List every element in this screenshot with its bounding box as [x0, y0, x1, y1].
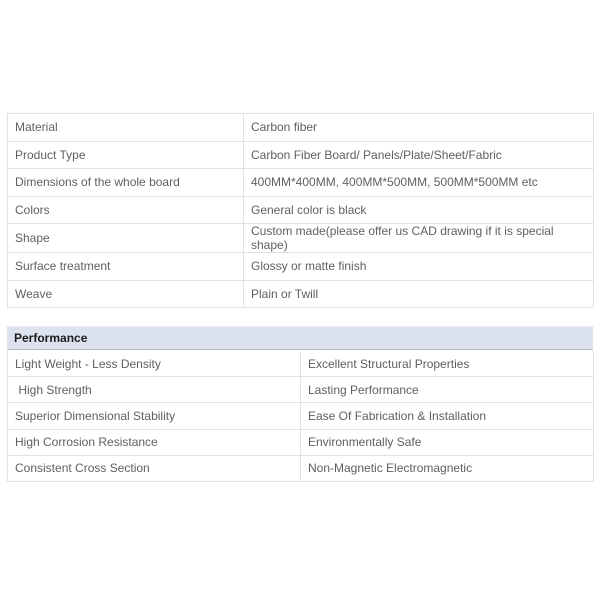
performance-header: Performance — [7, 326, 593, 350]
spec-value: Carbon fiber — [244, 114, 594, 142]
performance-cell: Superior Dimensional Stability — [8, 403, 301, 429]
table-row — [8, 403, 594, 429]
spec-value: Plain or Twill — [244, 280, 594, 308]
table-row — [8, 455, 594, 481]
spec-table — [7, 113, 594, 308]
table-row — [8, 169, 594, 197]
performance-table — [7, 351, 594, 482]
table-row — [8, 280, 594, 308]
spec-value: General color is black — [244, 196, 594, 224]
spec-value: 400MM*400MM, 400MM*500MM, 500MM*500MM etc — [244, 169, 594, 197]
table-row — [8, 351, 594, 377]
spec-value: Carbon Fiber Board/ Panels/Plate/Sheet/Fabric — [244, 141, 594, 169]
performance-cell: Consistent Cross Section — [8, 455, 301, 481]
table-row — [8, 429, 594, 455]
performance-cell: Light Weight - Less Density — [8, 351, 301, 377]
performance-cell: Environmentally Safe — [301, 429, 594, 455]
spec-value: Custom made(please offer us CAD drawing if it is special shape) — [244, 224, 594, 253]
performance-cell: Ease Of Fabrication & Installation — [301, 403, 594, 429]
performance-cell: High Strength — [8, 377, 301, 403]
table-row — [8, 196, 594, 224]
spec-value: Glossy or matte finish — [244, 253, 594, 281]
table-row — [8, 377, 594, 403]
performance-cell: High Corrosion Resistance — [8, 429, 301, 455]
table-row — [8, 253, 594, 281]
spec-label: Shape — [8, 224, 244, 253]
performance-cell: Non-Magnetic Electromagnetic — [301, 455, 594, 481]
spec-label: Colors — [8, 196, 244, 224]
spec-label: Product Type — [8, 141, 244, 169]
spec-label: Surface treatment — [8, 253, 244, 281]
spec-label: Dimensions of the whole board — [8, 169, 244, 197]
table-row — [8, 224, 594, 253]
table-row — [8, 114, 594, 142]
performance-cell: Lasting Performance — [301, 377, 594, 403]
performance-cell: Excellent Structural Properties — [301, 351, 594, 377]
spec-label: Weave — [8, 280, 244, 308]
table-row — [8, 141, 594, 169]
spec-label: Material — [8, 114, 244, 142]
